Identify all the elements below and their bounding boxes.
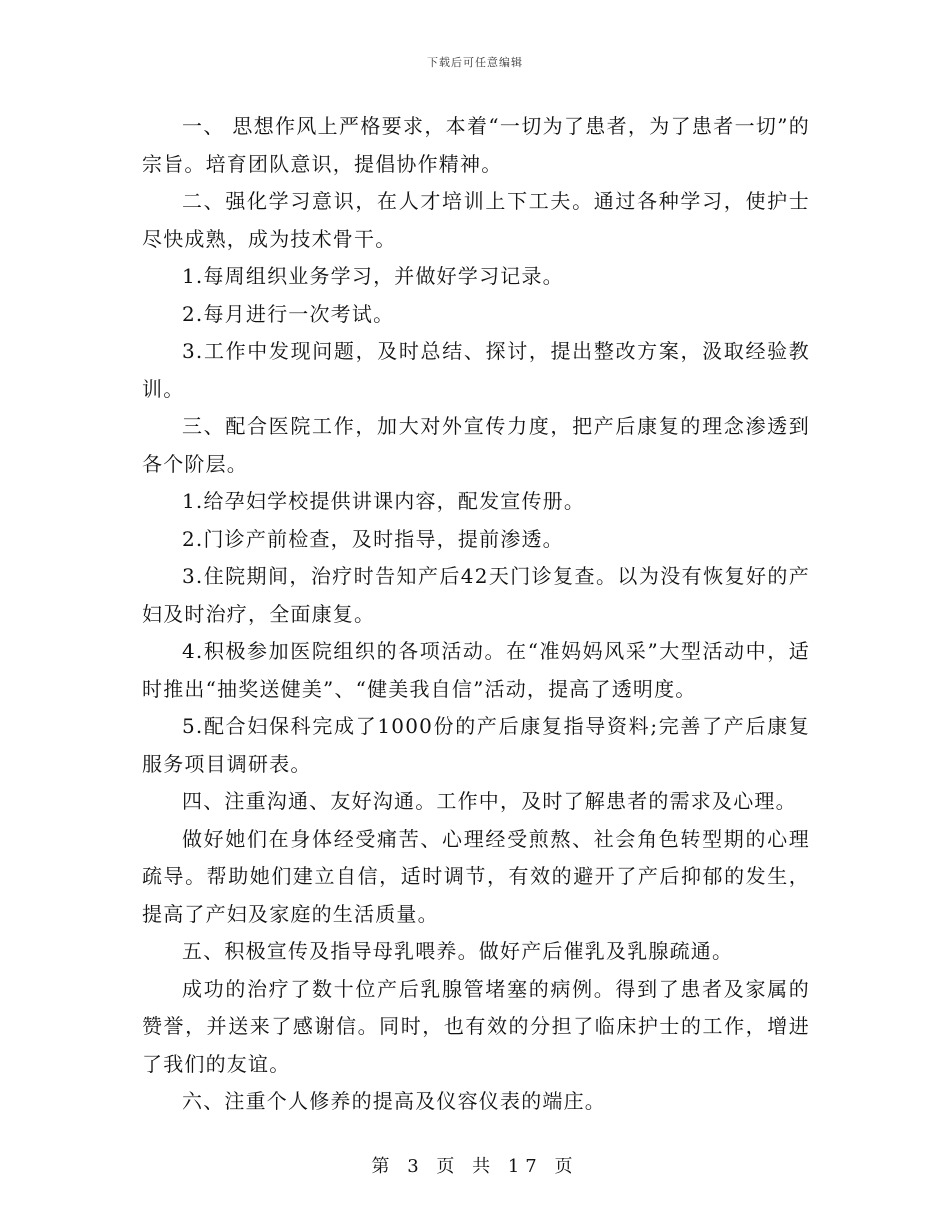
paragraph-1: 一、 思想作风上严格要求，本着“一切为了患者，为了患者一切”的宗旨。培育团队意识，提倡协作精神。 <box>142 114 810 176</box>
page-footer: 第 3 页 共 17 页 <box>371 1156 579 1177</box>
paragraph-12: 四、注重沟通、友好沟通。工作中，及时了解患者的需求及心理。 <box>182 789 797 813</box>
paragraph-6: 三、配合医院工作，加大对外宣传力度，把产后康复的理念渗透到各个阶层。 <box>142 414 810 476</box>
paragraph-16: 六、注重个人修养的提高及仪容仪表的端庄。 <box>182 1089 606 1113</box>
paragraph-14: 五、积极宣传及指导母乳喂养。做好产后催乳及乳腺疏通。 <box>182 939 734 963</box>
page-header: 下载后可任意编辑 <box>427 56 523 69</box>
paragraph-10: 4.积极参加医院组织的各项活动。在“准妈妈风采”大型活动中，适时推出“抽奖送健美”、“健美我自信”活动，提高了透明度。 <box>142 639 810 701</box>
document-body <box>142 108 810 1121</box>
paragraph-7: 1.给孕妇学校提供讲课内容，配发宣传册。 <box>182 489 586 513</box>
paragraph-15: 成功的治疗了数十位产后乳腺管堵塞的病例。得到了患者及家属的赞誉，并送来了感谢信。同时，也有效的分担了临床护士的工作，增进了我们的友谊。 <box>142 976 810 1076</box>
paragraph-11: 5.配合妇保科完成了1000份的产后康复指导资料;完善了产后康复服务项目调研表。 <box>142 714 810 776</box>
paragraph-4: 2.每月进行一次考试。 <box>182 301 395 326</box>
paragraph-3: 1.每周组织业务学习，并做好学习记录。 <box>182 264 564 288</box>
paragraph-13: 做好她们在身体经受痛苦、心理经受煎熬、社会角色转型期的心理疏导。帮助她们建立自信，适时调节，有效的避开了产后抑郁的发生，提高了产妇及家庭的生活质量。 <box>142 826 810 926</box>
paragraph-5: 3.工作中发现问题，及时总结、探讨，提出整改方案，汲取经验教训。 <box>142 339 810 401</box>
paragraph-9: 3.住院期间，治疗时告知产后42天门诊复查。以为没有恢复好的产妇及时治疗，全面康复。 <box>142 564 810 626</box>
paragraph-2: 二、强化学习意识，在人才培训上下工夫。通过各种学习，使护士尽快成熟，成为技术骨干。 <box>142 189 810 251</box>
paragraph-8: 2.门诊产前检查，及时指导，提前渗透。 <box>182 526 564 551</box>
